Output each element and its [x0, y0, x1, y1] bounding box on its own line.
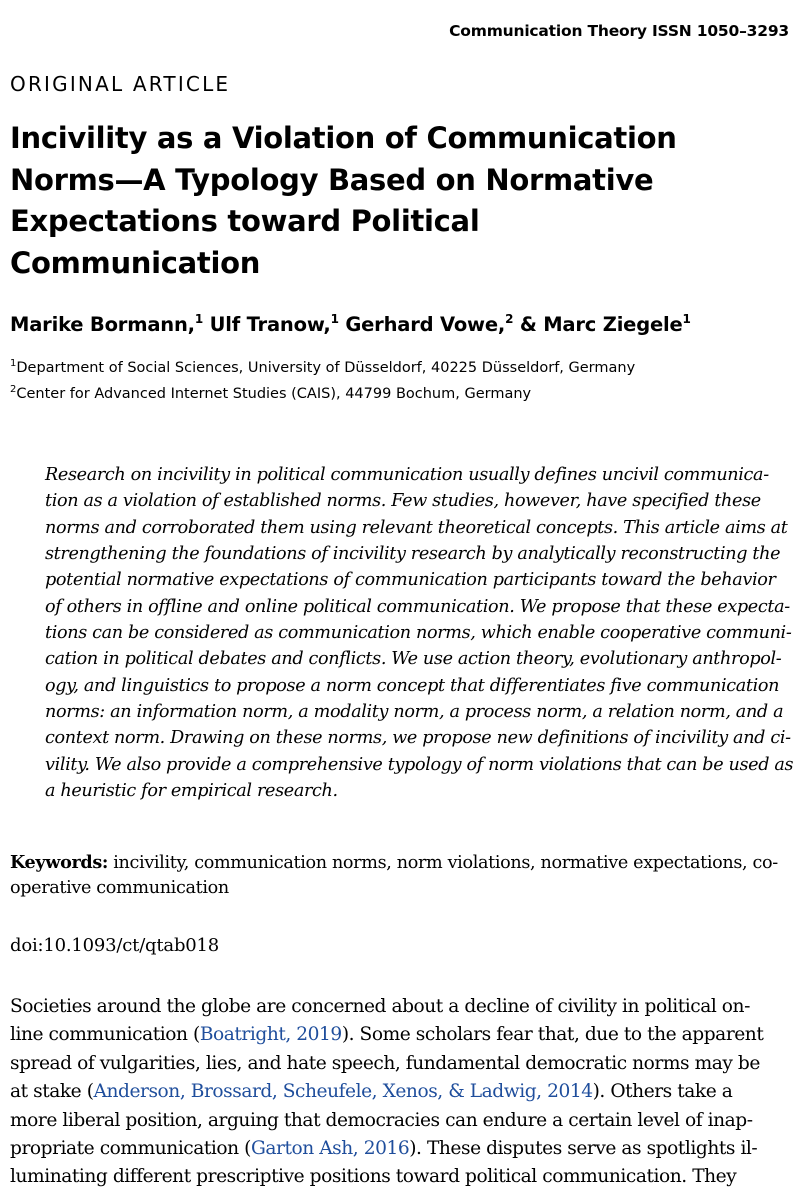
body-text: at stake (: [10, 1081, 94, 1103]
body-line: [10, 1021, 792, 1049]
body-line: spread of vulgarities, lies, and hate speech, fundamental democratic norms may be: [10, 1052, 760, 1074]
author-name: & Marc Ziegele: [519, 313, 683, 336]
keywords-text: incivility, communication norms, norm violations, normative expectations, co-: [113, 853, 778, 873]
author-name: Marike Bormann,: [10, 313, 195, 336]
article-type-label: ORIGINAL ARTICLE: [10, 72, 231, 96]
keywords-label: Keywords:: [10, 852, 109, 873]
title-line: Incivility as a Violation of Communication: [10, 121, 677, 155]
body-text: ). These disputes serve as spotlights il-: [409, 1138, 758, 1160]
abstract-line: tion as a violation of established norms. Few studies, however, have specified these: [45, 491, 761, 512]
author-affiliation-mark: 1: [330, 312, 339, 326]
citation-link[interactable]: Anderson, Brossard, Scheufele, Xenos, & Ladwig, 2014: [93, 1081, 593, 1103]
abstract-line: norms and corroborated them using relevant theoretical concepts. This article aims at: [45, 517, 788, 538]
affiliation-mark: 1: [10, 358, 17, 369]
title-line: Communication: [10, 245, 261, 280]
abstract-line: a heuristic for empirical research.: [45, 781, 338, 802]
author-name: Gerhard Vowe,: [345, 313, 506, 336]
abstract-line: context norm. Drawing on these norms, we propose new definitions of incivility and ci-: [45, 728, 791, 749]
abstract: [45, 462, 793, 804]
abstract-line: tions can be considered as communication norms, which enable cooperative communi-: [45, 623, 792, 644]
abstract-line: Research on incivility in political communication usually defines uncivil communica-: [45, 465, 769, 485]
abstract-line: norms: an information norm, a modality norm, a process norm, a relation norm, and a: [45, 702, 784, 723]
title-line: Expectations toward Political: [10, 204, 480, 238]
body-paragraph: [10, 993, 792, 1192]
body-text: ). Some scholars fear that, due to the apparent: [341, 1024, 764, 1046]
citation-link[interactable]: Boatright, 2019: [199, 1024, 342, 1046]
keywords: [10, 850, 792, 901]
body-line: more liberal position, arguing that democracies can endure a certain level of inap-: [10, 1109, 753, 1131]
body-line: [10, 1135, 792, 1163]
body-text: propriate communication (: [10, 1138, 251, 1160]
abstract-line: vility. We also provide a comprehensive typology of norm violations that can be used as: [45, 754, 794, 775]
author-affiliation-mark: 2: [505, 312, 514, 326]
journal-header: Communication Theory ISSN 1050–3293: [449, 22, 789, 40]
body-line: [10, 1078, 792, 1106]
affiliation-text: Center for Advanced Internet Studies (CAIS), 44799 Bochum, Germany: [16, 386, 532, 402]
body-text: ). Others take a: [592, 1081, 733, 1103]
body-line: Societies around the globe are concerned about a decline of civility in political on-: [10, 996, 750, 1017]
affiliation-1: [10, 360, 635, 376]
body-text: line communication (: [10, 1024, 200, 1046]
body-line: luminating different prescriptive positions toward political communication. They: [10, 1166, 737, 1188]
abstract-line: ogy, and linguistics to propose a norm concept that differentiates five communication: [45, 675, 780, 696]
author-name: Ulf Tranow,: [209, 313, 331, 336]
article-title: [10, 118, 770, 284]
keywords-line: [10, 850, 792, 876]
author-list: [10, 313, 691, 336]
abstract-line: strengthening the foundations of incivility research by analytically reconstructing the: [45, 544, 781, 565]
abstract-line: cation in political debates and conflicts. We use action theory, evolutionary anthropol-: [45, 649, 782, 670]
citation-link[interactable]: Garton Ash, 2016: [250, 1138, 410, 1160]
keywords-line: operative communication: [10, 878, 229, 898]
author-affiliation-mark: 1: [682, 312, 691, 326]
affiliation-mark: 2: [10, 384, 17, 395]
affiliation-2: [10, 386, 531, 402]
abstract-line: potential normative expectations of communication participants toward the behavior: [45, 570, 776, 591]
author-affiliation-mark: 1: [194, 312, 204, 326]
title-line: Norms—A Typology Based on Normative: [10, 162, 654, 197]
affiliation-text: Department of Social Sciences, University of Düsseldorf, 40225 Düsseldorf, Germany: [16, 360, 636, 376]
doi: doi:10.1093/ct/qtab018: [10, 935, 220, 956]
abstract-line: of others in offline and online political communication. We propose that these expecta-: [45, 596, 790, 617]
